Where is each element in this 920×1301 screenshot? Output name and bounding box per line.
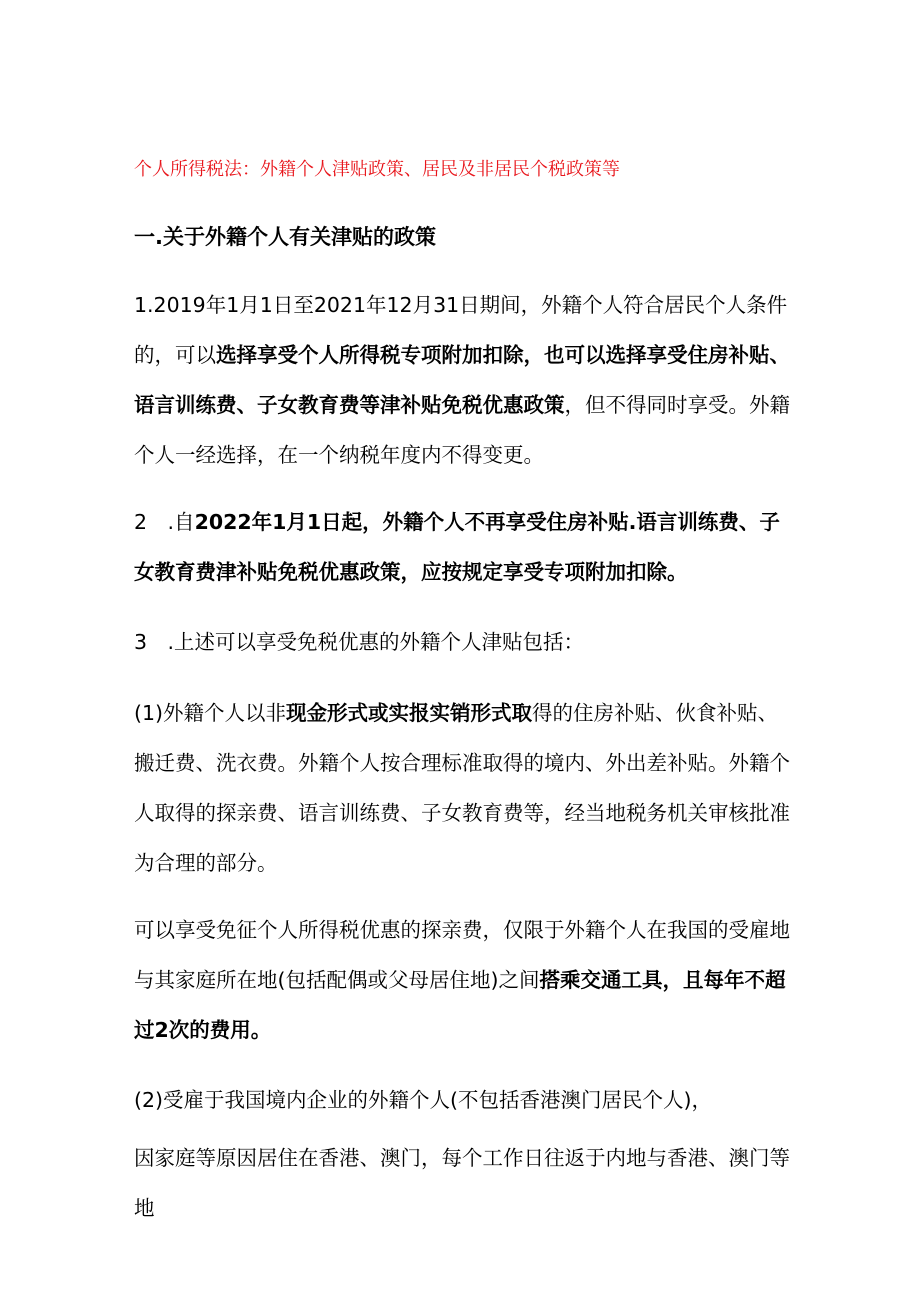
paragraph-1-bold: 选择享受个人所得税专项附加扣除，也可以选择享受住房补贴、语言训练费、子女教育费等津补贴免税优惠政策 xyxy=(134,343,790,417)
paragraph-3 xyxy=(134,617,794,667)
paragraph-2-text-a: 2 .自 xyxy=(134,510,195,534)
paragraph-5 xyxy=(134,905,794,1055)
paragraph-1-text-a: 1.2019年1月1日至2021年12月31日期间，外籍个人符合居民个人条件的，可以 xyxy=(134,293,788,367)
paragraph-5-bold: 搭乘交通工具，且每年不超过2次的费用。 xyxy=(134,968,786,1042)
document-title: 个人所得税法：外籍个人津贴政策、居民及非居民个税政策等 xyxy=(134,159,620,180)
section-heading: 一.关于外籍个人有关津贴的政策 xyxy=(134,225,436,249)
paragraph-6-text: (2)受雇于我国境内企业的外籍个人(不包括香港澳门居民个人)， xyxy=(134,1088,713,1112)
paragraph-4 xyxy=(134,688,794,888)
paragraph-7 xyxy=(134,1133,794,1233)
paragraph-2-bold: 2022年1月1日起，外籍个人不再享受住房补贴.语言训练费、子女教育费津补贴免税优惠政策，应按规定享受专项附加扣除。 xyxy=(134,510,780,584)
paragraph-1 xyxy=(134,280,794,480)
paragraph-7-text: 因家庭等原因居住在香港、澳门，每个工作日往返于内地与香港、澳门等地 xyxy=(134,1146,790,1220)
paragraph-4-bold: 现金形式或实报实销形式取 xyxy=(286,701,533,725)
paragraph-4-text-a: (1)外籍个人以非 xyxy=(134,701,287,725)
paragraph-2 xyxy=(134,497,794,597)
paragraph-3-text: 3 .上述可以享受免税优惠的外籍个人津贴包括： xyxy=(134,630,585,654)
paragraph-1-text-c: ，但不得同时享受。外籍个人一经选择，在一个纳税年度内不得变更。 xyxy=(134,393,790,467)
paragraph-4-text-c: 得的住房补贴、伙食补贴、搬迁费、洗衣费。外籍个人按合理标准取得的境内、外出差补贴。外籍个人取得的探亲费、语言训练费、子女教育费等，经当地税务机关审核批准为合理的部分。 xyxy=(134,701,790,875)
paragraph-5-text-a: 可以享受免征个人所得税优惠的探亲费，仅限于外籍个人在我国的受雇地与其家庭所在地(包括配偶或父母居住地)之间 xyxy=(134,918,790,992)
paragraph-6 xyxy=(134,1075,794,1125)
